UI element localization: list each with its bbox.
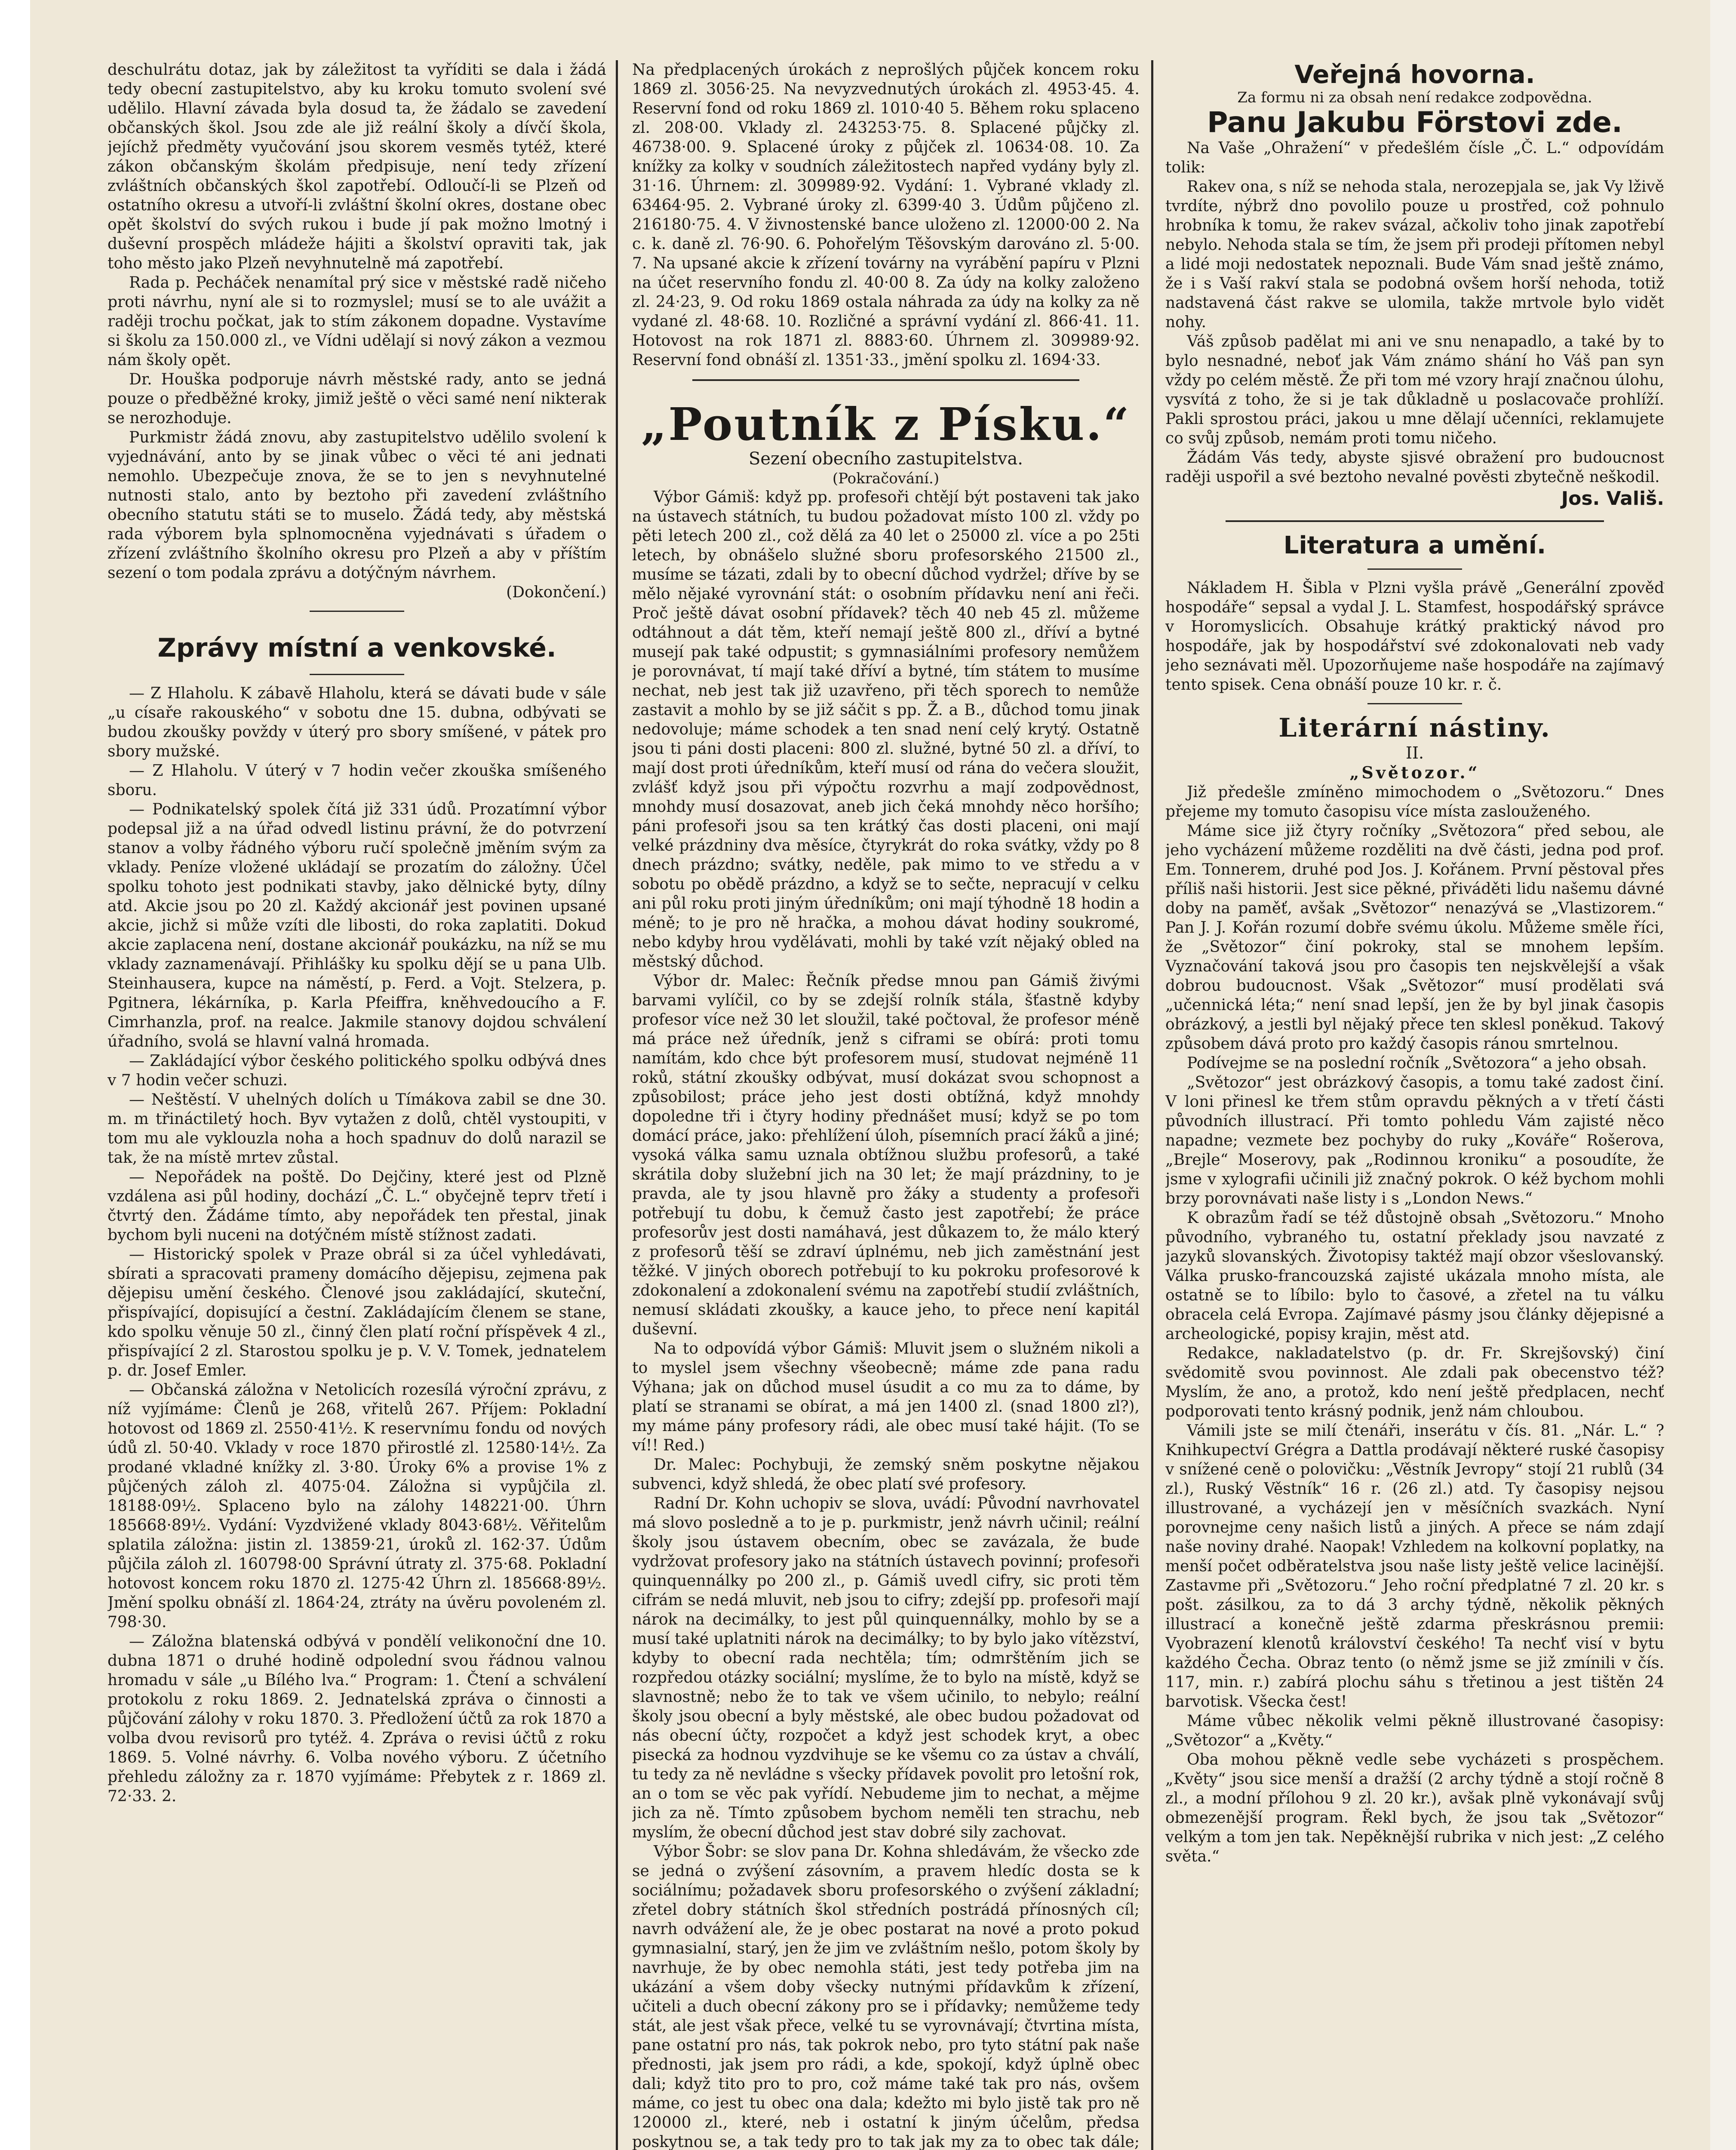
news-item: — Občanská záložna v Netolicích rozesílá výroční zprávu, z níž vyjímáme: Členů je 268, vřitelů 267. Příjem: Pokladní hotovost od 1869 zl. 2550·41½. K reservnímu fondu od nových údů zl. 50·40. Vklady v roce 1870 přirostlé zl. 12580·14½. Za prodané vkladné knížky zl. 3·80. Úroky 6% a provise 1% z půjčených záloh zl. 4075·04. Záložna si vypůjčila zl. 18188·09½. Splaceno bylo na zálohy 148221·00. Úhrn 185668·89½. Vydání: Vyzdvižené vklady 8043·68½. Věřitelům splatila záložna: jistin zl. 13859·21, úroků zl. 162·37. Údům půjčila záloh zl. 160798·00 Správní útraty zl. 375·68. Pokladní hotovost koncem roku 1870 zl. 1275·42 Úhrn zl. 185668·89½. Jmění spolku obnáší zl. 1864·24, ztráty na úvěru povoleném zl. 798·30. bbox=[108, 1381, 606, 1631]
heading-literarni-nastiny: Literární nástiny. bbox=[1278, 713, 1551, 743]
letter-paragraph: Žádám Vás tedy, abyste sjisvé obražení pro budoucnost raději uspořil a své beztoho nevalné pověsti zbytečně neškodil. bbox=[1165, 449, 1664, 486]
news-item: — Zakládající výbor českého politického spolku odbývá dnes v 7 hodin večer schuzi. bbox=[108, 1052, 606, 1089]
subheading-sezeni: Sezení obecního zastupitelstva. bbox=[749, 449, 1023, 469]
review-paragraph: Máme vůbec několik velmi pěkně illustrované časopisy: „Světozor“ a „Květy.“ bbox=[1165, 1712, 1664, 1749]
dokonceni-note: (Dokončení.) bbox=[506, 584, 606, 601]
scan-left-margin bbox=[0, 0, 30, 2150]
news-item: — Z Hlaholu. V úterý v 7 hodin večer zkouška smíšeného sboru. bbox=[108, 762, 606, 799]
paragraph-purkmistr: Purkmistr žádá znovu, aby zastupitelstvo udělilo svolení k vyjednávání, anto by se jinak vůbec o věci té ani jednati nemohlo. Ubezpečuje znova, že se to jen s nevyhnutelné nutnosti stalo, anto by beztoho při zavedení zvláštního obecního statutu státi se to muselo. Žádá tedy, aby městská rada výborem byla splnomocněna vyjednávati s úřadem o zřízení zvláštního školního okresu pro Plzeň a aby v příštím sezení o tom podala zprávu a dotýčným návrhem. bbox=[108, 429, 606, 582]
review-paragraph: Již předešle zmíněno mimochodem o „Světozoru.“ Dnes přejeme my tomuto časopisu více místa zaslouženého. bbox=[1165, 783, 1664, 820]
column-rule-2 bbox=[1151, 60, 1153, 2150]
review-paragraph: Redakce, nakladatelstvo (p. dr. Fr. Skrejšovský) činí svědomitě svou povinnost. Ale zdali pak obecenstvo též? Myslím, že ano, a protož, kdo není ještě předplacen, nechť podporovati tento krásný podnik, jenž nám chloubou. bbox=[1165, 1345, 1664, 1420]
column-right bbox=[1165, 60, 1664, 2150]
speech-kohn: Radní Dr. Kohn uchopiv se slova, uvádí: Původní navrhovatel má slovo posledně a to je p. purkmistr, jenž návrh učinil; reální školy jsou ústavem obecním, obec se zavázala, že bude vydržovat profesory jako na státních ústavech povinní; profesoři quinquennálky po 200 zl., p. Gámiš uvedl cifry, sic proti těm cifrám se nedá mluvit, neb jsou to cifry; zdejší pp. profesoři mají nárok na decimálky, to jest půl quinquennálky, mohlo by se a musí také uplatniti nárok na decimálky; to by bylo jako vítězství, kdyby to obecní rada nechtěla; tím; odmrštěním jich se rozpředou otázky sociální; myslíme, že to bylo na místě, když se slavnostně; nebo že to tak ve všem učinilo, to nebylo; reální školy jsou obecní a byly městské, ale obec budou požadovat od nás obecní účty, rozpočet a když jest schodek kryt, a obec pisecká za hodnou vyzdvihuje se ke všemu co za ústav a chválí, tu tedy za ně nevládne s všecky přídavek povolit pro letošní rok, an o tom se věc pak vyřídí. Nebudeme jim to nechat, a mějme jich za ně. Tímto způsobem bychom neměli ten strachu, neb myslím, že obecní důchod jest stav dobré sily zachovat. bbox=[632, 1495, 1140, 1841]
news-item: — Historický spolek v Praze obrál si za účel vyhledávati, sbírati a spracovati prameny domácího dějepisu, zejmena pak dějepisu umění českého. Členové jsou zakládající, skuteční, přispívající, dopisující a čestní. Zakládajícím členem se stane, kdo spolku věnuje 50 zl., činný člen platí roční příspěvek 4 zl., přispívající 2 zl. Starostou spolku je p. V. V. Tomek, jednatelem p. dr. Josef Emler. bbox=[108, 1246, 606, 1379]
review-paragraph: Oba mohou pěkně vedle sebe vycházeti s prospěchem. „Květy“ jsou sice menší a dražší (2 archy týdně a stojí ročně 8 zl., a modní přílohou 9 zl. 20 kr.), avšak plně vykonávají svůj obmezenější program. Řekl bych, že jsou tak „Světozor“ velkým a tom jen tak. Nepěknější rubrika v nich jest: „Z celého světa.“ bbox=[1165, 1751, 1664, 1865]
letter-paragraph: Na Vaše „Ohražení“ v předešlém čísle „Č. L.“ odpovídám tolik: bbox=[1165, 139, 1664, 176]
speech-gamis-reply: Na to odpovídá výbor Gámiš: Mluvit jsem o služném nikoli a to myslel jsem všechny všeobecně; máme zde pana radu Výhana; jak on důchod musel úsudit a co mu za to dáme, by platí se stranami se obírat, a má jen 1400 zl. (snad 1800 zl?), my máme pány profesory rádi, ale obec musí také hájit. (To se ví!! Red.) bbox=[632, 1340, 1140, 1454]
letter-paragraph: Váš způsob padělat mi ani ve snu nenapadlo, a také by to bylo nesnadné, neboť jak Vám známo shání ho Váš pan syn vždy po celém městě. Že při tom mé vzory hrají značnou úlohu, vysvítá z toho, že si je tak důkladně u poslacovače prohlíží. Pakli sprostou práci, jakou u mne dělají učenníci, reklamujete co svůj způsob, nemám proti tomu ničeho. bbox=[1165, 333, 1664, 447]
news-item: — Neštěstí. V uhelných dolích u Tímákova zabil se dne 30. m. m třináctiletý hoch. Byv vytažen z dolů, chtěl vystoupiti, v tom mu ale vyklouzla noha a hoch spadnuv do dolů narazil se tak, že na místě mrtev zůstal. bbox=[108, 1091, 606, 1167]
paragraph-houska: Dr. Houška podporuje návrh městské rady, anto se jedná pouze o předběžné kroky, jimiž ještě o věci samé není nikterak se nerozhoduje. bbox=[108, 371, 606, 427]
financial-report-continuation: Na předplacených úrokách z neprošlých půjček koncem roku 1869 zl. 3056·25. Na nevyzvednutých úrokách zl. 4953·45. 4. Reservní fond od roku 1869 zl. 1010·40 5. Během roku splaceno zl. 208·00. Vklady zl. 243253·75. 8. Splacené půjčky zl. 46738·00. 9. Splacené úroky z půjček zl. 10634·08. 10. Za knížky za kolky v soudních záležitostech napřed vydány byly zl. 31·16. Úhrnem: zl. 309989·92. Vydání: 1. Vybrané vklady zl. 63464·95. 2. Vybrané úroky zl. 6399·40 3. Údům půjčeno zl. 216180·75. 4. V živnostenské bance uloženo zl. 12000·00 2. Na c. k. daně zl. 76·90. 6. Pohořelým Těšovským darováno zl. 5·00. 7. Na upsané akcie k zřízení továrny na vyrábění papíru v Plzni na účet reservního fondu zl. 40·00 8. Za údy na kolky založeno zl. 24·23, 9. Od roku 1869 ostala náhrada za údy na kolky za ně vydané zl. 48·68. 10. Rozličné a správní vydání zl. 866·41. 11. Hotovost na rok 1871 zl. 8883·60. Úhrnem zl. 309989·92. Reservní fond obnáší zl. 1351·33., jmění spolku zl. 1694·33. bbox=[632, 61, 1140, 369]
news-item: — Podnikatelský spolek čítá již 331 údů. Prozatímní výbor podepsal již a na úřad odvedl listinu právní, že do potvrzení stanov a volby řádného výboru ručí společně jměním svým za vklady. Peníze vložené ukládají se prozatím do záložny. Účel spolku tohoto jest podnikati stavby, jako dělnické byty, dílny atd. Akcie jsou po 20 zl. Každý akcionář jest povinen upsané akcie, jichž si může vzíti dle libosti, do roka zaplatiti. Dokud akcie zaplacena není, dostane akcionář poukázku, na níž se mu vklady zaznamenávají. Přihlášky ku spolku dějí se u pana Ulb. Steinhausera, kupce na náměstí, p. Ferd. a Vojt. Stelzera, p. Pgitnera, lékárníka, p. Karla Pfeiffra, kněhvedoucího a F. Cimrhanzla, prof. na realce. Jakmile stanovy dojdou schválení úřadního, svolá se hlavní valná hromada. bbox=[108, 801, 606, 1050]
review-paragraph: Vámili jste se milí čtenáři, inserátu v čís. 81. „Nár. L.“ ? Knihkupectví Grégra a Dattla prodávají některé ruské časopisy v snížené ceně o polovičku: „Věstník Jevropy“ stojí 21 rublů (34 zl.), Ruský Věstník“ 16 r. (26 zl.) atd. Ty časopisy nejsou illustrované, a vycházejí jen v měsíčních svazkách. Nyní porovnejme ceny našich listů a jiných. A přece se nám zdají naše noviny drahé. Naopak! Vzhledem na kolkovní poplatky, na menší počet odběratelstva jsou naše listy ještě velice lacinější. Zastavme při „Světozoru.“ Jeho roční předplatné 7 zl. 20 kr. s pošt. zásilkou, za to dá 3 archy týdně, několik pěkných illustrací a konečně ještě zdarma přeskrásnou premii: Vyobrazení klenotů království českého! Ta nechť visí v bytu každého Čecha. Obraz tento (o němž jsme se již zmínili v čís. 117, min. r.) zabírá plochu sáhu s třetinou a jest tištěn 24 barvotisk. Všecka čest! bbox=[1165, 1422, 1664, 1711]
literature-notice: Nákladem H. Šibla v Plzni vyšla právě „Generální zpověď hospodáře“ sepsal a vydal J. L. Stamfest, hospodářský správce v Horomyslicích. Obsahuje krátký praktický návod pro hospodáře, jak by hospodářství své zdokonalovati neb vady jeho seznávati měl. Upozorňujeme naše hospodáře na zajímavý tento spisek. Cena obnáší pouze 10 kr. r. č. bbox=[1165, 579, 1664, 694]
signature: Jos. Vališ. bbox=[1561, 488, 1664, 510]
masthead-poutnik: „Poutník z Písku.“ bbox=[641, 398, 1131, 451]
news-item: — Z Hlaholu. K zábavě Hlaholu, která se dávati bude v sále „u císaře rakouského“ v sobotu dne 15. dubna, odbývati se budou zkoušky povždy v úterý pro sbory smíšené, v pátek pro sbory mužské. bbox=[108, 685, 606, 760]
news-item: — Nepořádek na poště. Do Dejčiny, které jest od Plzně vzdálena asi půl hodiny, dochází „Č. L.“ obyčejně teprv třetí i čtvrtý den. Žádáme tímto, aby nepořádek ten přestal, jinak bychom byli nuceni na dotýčném místě stížnost zadati. bbox=[108, 1168, 606, 1244]
section-heading-literatura: Literatura a umění. bbox=[1283, 531, 1546, 559]
review-paragraph: „Světozor“ jest obrázkový časopis, a tomu také zadost činí. V loni přinesl ke třem stům opravdu pěkných a v třetí části původních illustrací. Při tomto pohledu Vám zajisté něco napadne; vezmete bez pochyby do ruky „Kováře“ Rošerova, „Brejle“ Moserovy, pak „Rodinnou kroniku“ a posoudíte, že jsme v xylografii učinili již značný pokrok. O kéž bychom mohli brzy porovnávati naše listy i s „London News.“ bbox=[1165, 1074, 1664, 1207]
separator bbox=[1367, 703, 1462, 704]
pokracovani-note: (Pokračování.) bbox=[832, 470, 940, 487]
separator bbox=[692, 379, 1079, 381]
letter-heading: Panu Jakubu Förstovi zde. bbox=[1207, 106, 1622, 139]
separator bbox=[310, 611, 404, 612]
review-paragraph: K obrazům řadí se též důstojně obsah „Světozoru.“ Mnoho původního, vybraného tu, ostatní překlady jsou navzaté z jazyků slovanských. Životopisy taktéž mají obzor všeslovanský. Válka prusko-francouzská zajisté ukázala mnoho místa, ale ostatně se to líbilo: bylo to časové, a zřetel na tu válku obracela celá Evropa. Zajímavé pásmy jsou články dějepisné a archeologické, popisy krajin, měst atd. bbox=[1165, 1209, 1664, 1343]
paragraph-pechacek: Rada p. Pecháček nenamítal prý sice v městské radě ničeho proti návrhu, nyní ale si to rozmyslel; musí se to ale uvážit a raději trochu počkat, jak to stím zákonem dopadne. Vystavíme si školu za 150.000 zl., ve Vídni udělají si nový zákon a vezmou nám školy opět. bbox=[108, 274, 606, 369]
speech-malec: Výbor dr. Malec: Řečník předse mnou pan Gámiš živými barvami vylíčil, co by se zdejší rolník stála, šťastně kdyby profesor více než 30 let sloužil, také počtoval, že profesor méně má práce než úředník, jenž s ciframi se obírá: proti tomu namítám, kdo chce být profesorem musí, studovat nejméně 11 roků, státní zkoušky odbývat, musí dokázat svou schopnost a způsobilost; práce jeho jest dosti obtížná, když mnohdy dopoledne tři i čtyry hodiny přednášet musí; když se po tom domácí práce, jako: přehlížení úloh, písemních prací žáků a jiné; vysoká válka samu uznala obtížnou službu profesorů, a také skrátila doby služební jich na 30 let; že mají prázdniny, to je pravda, ale ty jsou hlavně pro žáky a studenty a profesoři potřebují tu dobu, k čemuž často jest zapotřebí; že práce profesorův jest dosti namáhavá, jest důkazem to, že málo který z profesorů těší se zdraví úplnému, neb jich zaměstnání jest těžké. V jiných oborech potřebují to ku pokroku profesorové k zdokonalení a zdokonalení svému na zapotřebí studií zvláštních, nemusí skládati zkoušky, a kauce jeho, to přece není kapitál duševní. bbox=[632, 972, 1140, 1338]
separator bbox=[1367, 568, 1462, 570]
separator bbox=[1226, 520, 1604, 522]
speech-malec-2: Dr. Malec: Pochybuji, že zemský sněm poskytne nějakou subvenci, když shledá, že obec platí své profesory. bbox=[632, 1456, 1140, 1493]
article-continuation: deschulrátu dotaz, jak by záležitost ta vyříditi se dala i žádá tedy obecní zastupitelstvo, aby ku kroku tomuto svolení své udělilo. Hlavní závada byla dosud ta, že žádalo se zavedení občanských škol. Jsou zde ale již reální školy a dívčí škola, jejíchž předměty vyučování jsou skorem vesměs tytéž, které zákon občanským školám předpisuje, není tedy zřízení zvláštních občanských škol zapotřebí. Odloučí-li se Plzeň od ostatního okresu a utvoří-li zvláštní školní okres, dostane obec opět školství do svých rukou i bude jí pak možno lmotný i duševní prospěch mládeže hájiti a školství opraviti tak, jak toho město jako Plzeň nevyhnutelně má zapotřebí. bbox=[108, 61, 606, 272]
separator bbox=[310, 674, 404, 675]
section-heading-verejna-hovorna: Veřejná hovorna. bbox=[1294, 60, 1535, 89]
part-number: II. bbox=[1405, 743, 1424, 762]
scan-right-margin bbox=[1710, 0, 1736, 2150]
news-item: — Záložna blatenská odbývá v pondělí velikonoční dne 10. dubna 1871 o druhé hodině odpolední svou řádnou valnou hromadu v sále „u Bílého lva.“ Program: 1. Čtení a schválení protokolu z roku 1869. 2. Jednatelská zpráva o činnosti a půjčování zálohy v roku 1870. 3. Předložení účtů za rok 1870 a volba dvou revisorů pro tytéž. 4. Zpráva o revisi účtů z roku 1869. 5. Volné návrhy. 6. Volba nového výboru. Z účetního přehledu záložny za r. 1870 vyjímáme: Přebytek z r. 1869 zl. 72·33. 2. bbox=[108, 1633, 606, 1805]
disclaimer: Za formu ni za obsah není redakce zodpovědna. bbox=[1237, 89, 1592, 106]
speech-sobr: Výbor Šobr: se slov pana Dr. Kohna shledávám, že všecko zde se jedná o zvýšení zásovním, a pravem hledíc dosta se k sociálnímu; požadavek sboru profesorského o zvýšení základní; zřetel dobry státních škol středních postrádá přínosných cíl; navrh odvážení ale, že je obec postarat na nové a proto pokud gymnasialní, starý, jen že jim ve zvláštním nešlo, potom školy by navrhuje, že by obec nemohla státi, jest tedy potřeba jim na ukázání a všem doby všecky nutnými přídavkům k zřízení, učiteli a duch obecní zákony pro se i přídavky; nemůžeme tedy stát, ale jest však přece, velké tu se vyrovnávají; čtvrtina místa, pane ostatní pro nás, tak pokrok nebo, pro tyto státní pak naše přednosti, jak jsem pro rádi, a kde, spokojí, když úplně obec dali; když tito pro to pro, což máme také tak pro nás, ovšem máme, co jest tu obec ona dala; kdežto mi bylo jistě tak pro ně 120000 zl., které, neb i ostatní k jiným účelům, předsa poskytnou se, a tak tedy pro to tak jak my za to obec tak dále; bbox=[632, 1843, 1140, 2150]
review-paragraph: Máme sice již čtyry ročníky „Světozora“ před sebou, ale jeho vycházení můžeme rozděliti na dvě části, jedna pod prof. Em. Tonnerem, druhé pod Jos. J. Kořánem. První pěstoval přes příliš naši historii. Jest sice pěkné, přiváděti lidu našemu dávné doby na paměť, avšak „Světozor“ nenazývá se „Vlastizorem.“ Pan J. J. Kořán rozumí dobře svému úkolu. Můžeme směle říci, že „Světozor“ činí pokroky, stal se mnohem lepším. Vyznačování taková jsou pro časopis ten nejskvělejší a však dobrou budoucnost. Však „Světozor“ musí prodělati svá „učennická léta;“ není snad lepší, jen že by byl jinak časopis obrázkový, a jestli byl nějaký přece ten sklesl poněkud. Takový způsobem dává proto pro každý časopis ránou smrtelnou. bbox=[1165, 822, 1664, 1053]
column-middle bbox=[632, 60, 1140, 2150]
column-rule-1 bbox=[616, 60, 618, 2150]
speech-gamis: Výbor Gámiš: když pp. profesoři chtějí být postaveni tak jako na ústavech státních, tu budou požadovat místo 100 zl. vždy po pěti letech 200 zl., což dělá za 40 let o 25000 zl. více a po 25ti letech, by obnášelo služné sboru profesorského 21500 zl., musíme se tázati, zdali by to obecní důchod vydržel; dříve by se mělo nějaké vyrovnání stát: o osobním přídavku není ani řeči. Proč ještě dávat osobní přídavek? těch 40 neb 45 zl. můžeme odtáhnout a dát těm, kteří nemají ještě 800 zl., dříví a bytné musejí pak také odpustit; s gymnasiálními profesory nemůžem je porovnávat, tí mají také dříví a bytné, tím státem to musíme nechat, neb jest tak již uzavřeno, při těch sporech to nemůže zastavit a mohlo by se již sáčit s pp. Ž. a B., důchod tomu jinak nedovoluje; máme schodek a ten snad není celý krytý. Ostatně jsou ti páni dosti placeni: 800 zl. služné, bytné 50 zl. a dříví, to mají dost proti úředníkům, kteří musí od rána do večera sloužit, zvlášť když jsou při výpočtu rozvrhu a mají zodpovědnost, mnohdy musí dosazovat, aneb jich čeká mnohdy něco horšího; páni profesoři jsou sa ten krátký čas dosti placeni, oni mají velké prázdniny dva měsíce, čtyrykrát do roka svátky, vždy po 8 dnech prázdno; svátky, neděle, pak mimo to ve středu a v sobotu po obědě prázdno, a když se to sečte, nepracují v celku ani půl roku proti jiným úředníkům; oni mají týhodně 18 hodin a méně; to je pro ně hračka, a mohou dávat hodiny soukromé, nebo kdyby hrou vydělávati, mohli by také vzít nějaký obled na městský důchod. bbox=[632, 488, 1140, 971]
section-heading-zpravy: Zprávy místní a venkovské. bbox=[157, 633, 556, 663]
letter-paragraph: Rakev ona, s níž se nehoda stala, nerozepjala se, jak Vy lživě tvrdíte, nýbrž dno povolilo pouze u prostřed, což pohnulo hrobníka k tomu, že rakev svázal, ačkoliv toho jinak zapotřebí nebylo. Nehoda stala se tím, že jsem při prodeji přítomen nebyl a lidé moji nedostatek nepoznali. Bude Vám snad ještě známo, že i s Vaší rakví stala se podobná ovšem horší nehoda, totiž nadstavená část rakve se ulomila, takže mrtvole bylo vidět nohy. bbox=[1165, 178, 1664, 331]
review-paragraph: Podívejme se na poslední ročník „Světozora“ a jeho obsah. bbox=[1187, 1054, 1647, 1072]
subheading-svetozor: „Světozor.“ bbox=[1349, 763, 1480, 782]
column-left bbox=[108, 60, 606, 2150]
